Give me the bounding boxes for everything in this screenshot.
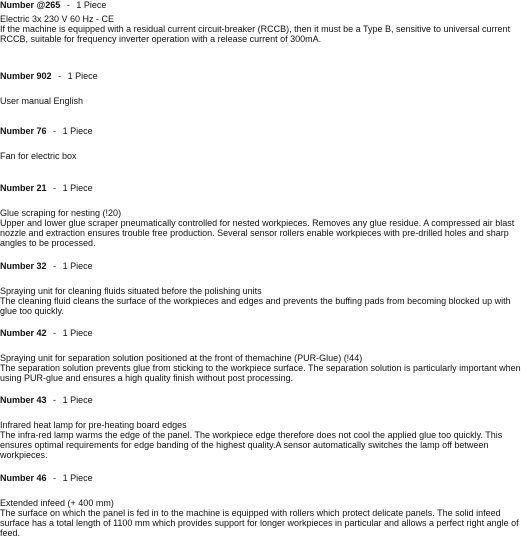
item-separator: - [66, 0, 70, 10]
item-description-line: The separation solution prevents glue from sticking to the workpiece surface. The separation solution is particularly important when [0, 363, 521, 373]
item-32 [0, 261, 511, 316]
item-title: Glue scraping for nesting (!20) [0, 208, 122, 218]
item-number: Number 42 [0, 328, 47, 338]
item-description-line: If the machine is equipped with a residual current circuit-breaker (RCCB), then it must be a Type B, sensitive to universal current [0, 24, 511, 34]
item-title: User manual English [0, 96, 84, 106]
item-header [0, 183, 484, 194]
item-title: Extended infeed (+ 400 mm) [0, 498, 114, 508]
item-description-line: nozzle and extraction ensures trouble free production. Several sensor rollers enable workpieces with pre-drilled holes and sharp [0, 228, 509, 238]
item-number: Number 32 [0, 261, 47, 271]
item-description-line: The surface on which the panel is fed in to the machine is equipped with rollers which protect delicate panels. The solid infeed [0, 508, 501, 518]
item-description-line: The infra-red lamp warms the edge of the panel. The workpiece edge therefore does not cool the applied glue too quickly. This [0, 430, 503, 440]
item-separator: - [53, 183, 57, 193]
item-title: Spraying unit for cleaning fluids situated before the polishing units [0, 286, 262, 296]
item-description-line: Upper and lower glue scraper pneumatically controlled for nested workpieces. Removes any glue residue. A compressed air blast [0, 218, 515, 228]
item-quantity: 1 Piece [62, 473, 93, 483]
item-quantity: 1 Piece [62, 183, 93, 193]
item-description-line: angles to be processed. [0, 238, 96, 248]
item-description-line: The cleaning fluid cleans the surface of the workpieces and edges and prevents the buffing pads from becoming blocked up with [0, 296, 511, 306]
item-number: Number 902 [0, 71, 52, 81]
item-description-line: surface has a total length of 1100 mm which provides support for longer workpieces in particular and allows a perfect right angle of [0, 518, 519, 528]
item-header [0, 71, 484, 82]
item-separator: - [53, 328, 57, 338]
item-number: Number 43 [0, 395, 47, 405]
item-description-line: ensures optimal requirements for edge banding of the highest quality.A sensor automatically switches the lamp off between [0, 440, 489, 450]
item-separator: - [53, 395, 57, 405]
item-description-line: glue too quickly. [0, 306, 64, 316]
item-quantity: 1 Piece [67, 71, 98, 81]
item-quantity: 1 Piece [76, 0, 107, 10]
item-title: Fan for electric box [0, 151, 77, 161]
item-separator: - [53, 473, 57, 483]
item-76 [0, 126, 484, 161]
item-quantity: 1 Piece [62, 126, 93, 136]
item-header [0, 261, 484, 272]
item-number: Number 21 [0, 183, 47, 193]
item-title: Infrared heat lamp for pre-heating board edges [0, 420, 187, 430]
item-header [0, 328, 484, 339]
item-902 [0, 71, 484, 106]
item-46 [0, 473, 519, 538]
item-title: Electric 3x 230 V 60 Hz - CE [0, 14, 115, 24]
item-number: Number 76 [0, 126, 47, 136]
item-separator: - [53, 261, 57, 271]
item-header [0, 0, 484, 11]
item-43 [0, 395, 503, 460]
item-265 [0, 0, 511, 44]
item-header [0, 126, 484, 137]
item-separator: - [53, 126, 57, 136]
item-quantity: 1 Piece [62, 261, 93, 271]
item-separator: - [58, 71, 62, 81]
item-description-line: using PUR-glue and ensures a high quality finish without post processing. [0, 373, 294, 383]
item-header [0, 395, 484, 406]
item-number: Number 46 [0, 473, 47, 483]
item-quantity: 1 Piece [62, 328, 93, 338]
item-number: Number @265 [0, 0, 61, 10]
item-title: Spraying unit for separation solution positioned at the front of themachine (PUR-Glue) (!44) [0, 353, 363, 363]
item-header [0, 473, 484, 484]
item-42 [0, 328, 521, 383]
item-description-line: workpieces. [0, 450, 48, 460]
item-description-line: feed. [0, 528, 21, 538]
item-21 [0, 183, 515, 248]
item-quantity: 1 Piece [62, 395, 93, 405]
item-description-line: RCCB, suitable for frequency inverter operation with a release current of 300mA. [0, 34, 322, 44]
